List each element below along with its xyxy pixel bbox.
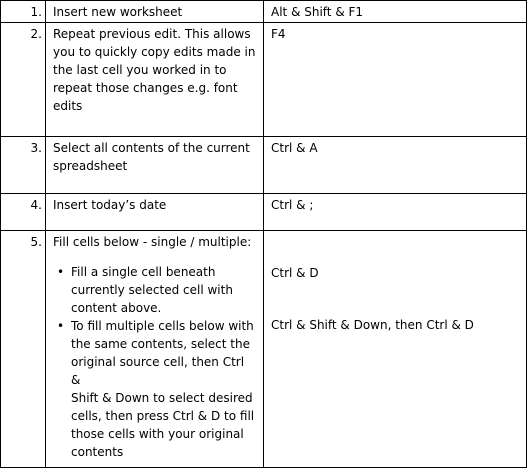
description-text: Select all contents of the current spreadsheet: [53, 140, 250, 173]
shortcut-text: Ctrl & A: [271, 140, 318, 155]
shortcut-cell: [264, 194, 527, 231]
shortcut-cell: [264, 231, 527, 468]
shortcut-text: F4: [271, 27, 286, 42]
shortcut-text: Alt & Shift & F1: [271, 5, 364, 19]
description-text: Insert new worksheet: [53, 5, 183, 19]
description-cell: [46, 194, 264, 231]
row-number: 5.: [30, 235, 42, 250]
shortcut-text: Ctrl & Shift & Down, then Ctrl & D: [271, 318, 474, 333]
bullet-marker: •: [57, 319, 65, 334]
description-cell: [46, 23, 264, 137]
description-cell: [46, 231, 264, 468]
shortcut-cell: [264, 1, 527, 23]
table-row: [1, 136, 527, 193]
bullet-marker: •: [57, 265, 65, 280]
bullet-list: [46, 263, 263, 461]
shortcut-cell: [264, 136, 527, 193]
table-row: [1, 1, 527, 23]
shortcut-text: Ctrl & ;: [271, 198, 314, 213]
list-item: [46, 317, 263, 461]
row-number: 4.: [30, 198, 42, 213]
description-cell: [46, 136, 264, 193]
table-row: [1, 23, 527, 137]
bullet-text: Fill a single cell beneath currently selected cell with content above.: [71, 265, 233, 316]
row-number-cell: [1, 194, 46, 231]
shortcut-cell: [264, 23, 527, 137]
row-number: 3.: [30, 140, 42, 155]
bullet-text: To fill multiple cells below with the same contents, select the original source cell, then Ctrl & Shift & Down to select desired cells, then press Ctrl & D to fill those cells with your original contents: [71, 319, 255, 460]
row-number-cell: [1, 231, 46, 468]
table-row: [1, 194, 527, 231]
row-number: 1.: [30, 5, 42, 19]
row-number-cell: [1, 136, 46, 193]
list-item: [46, 263, 263, 317]
row-number-cell: [1, 1, 46, 23]
table-row: [1, 231, 527, 468]
description-text: Fill cells below - single / multiple:: [53, 235, 252, 250]
description-cell: [46, 1, 264, 23]
row-number-cell: [1, 23, 46, 137]
shortcut-text: Ctrl & D: [271, 266, 319, 281]
description-text: Repeat previous edit. This allows you to quickly copy edits made in the last cell you worked in to repeat those changes e.g. font edits: [53, 27, 256, 114]
row-number: 2.: [30, 27, 42, 42]
description-text: Insert today’s date: [53, 198, 167, 213]
